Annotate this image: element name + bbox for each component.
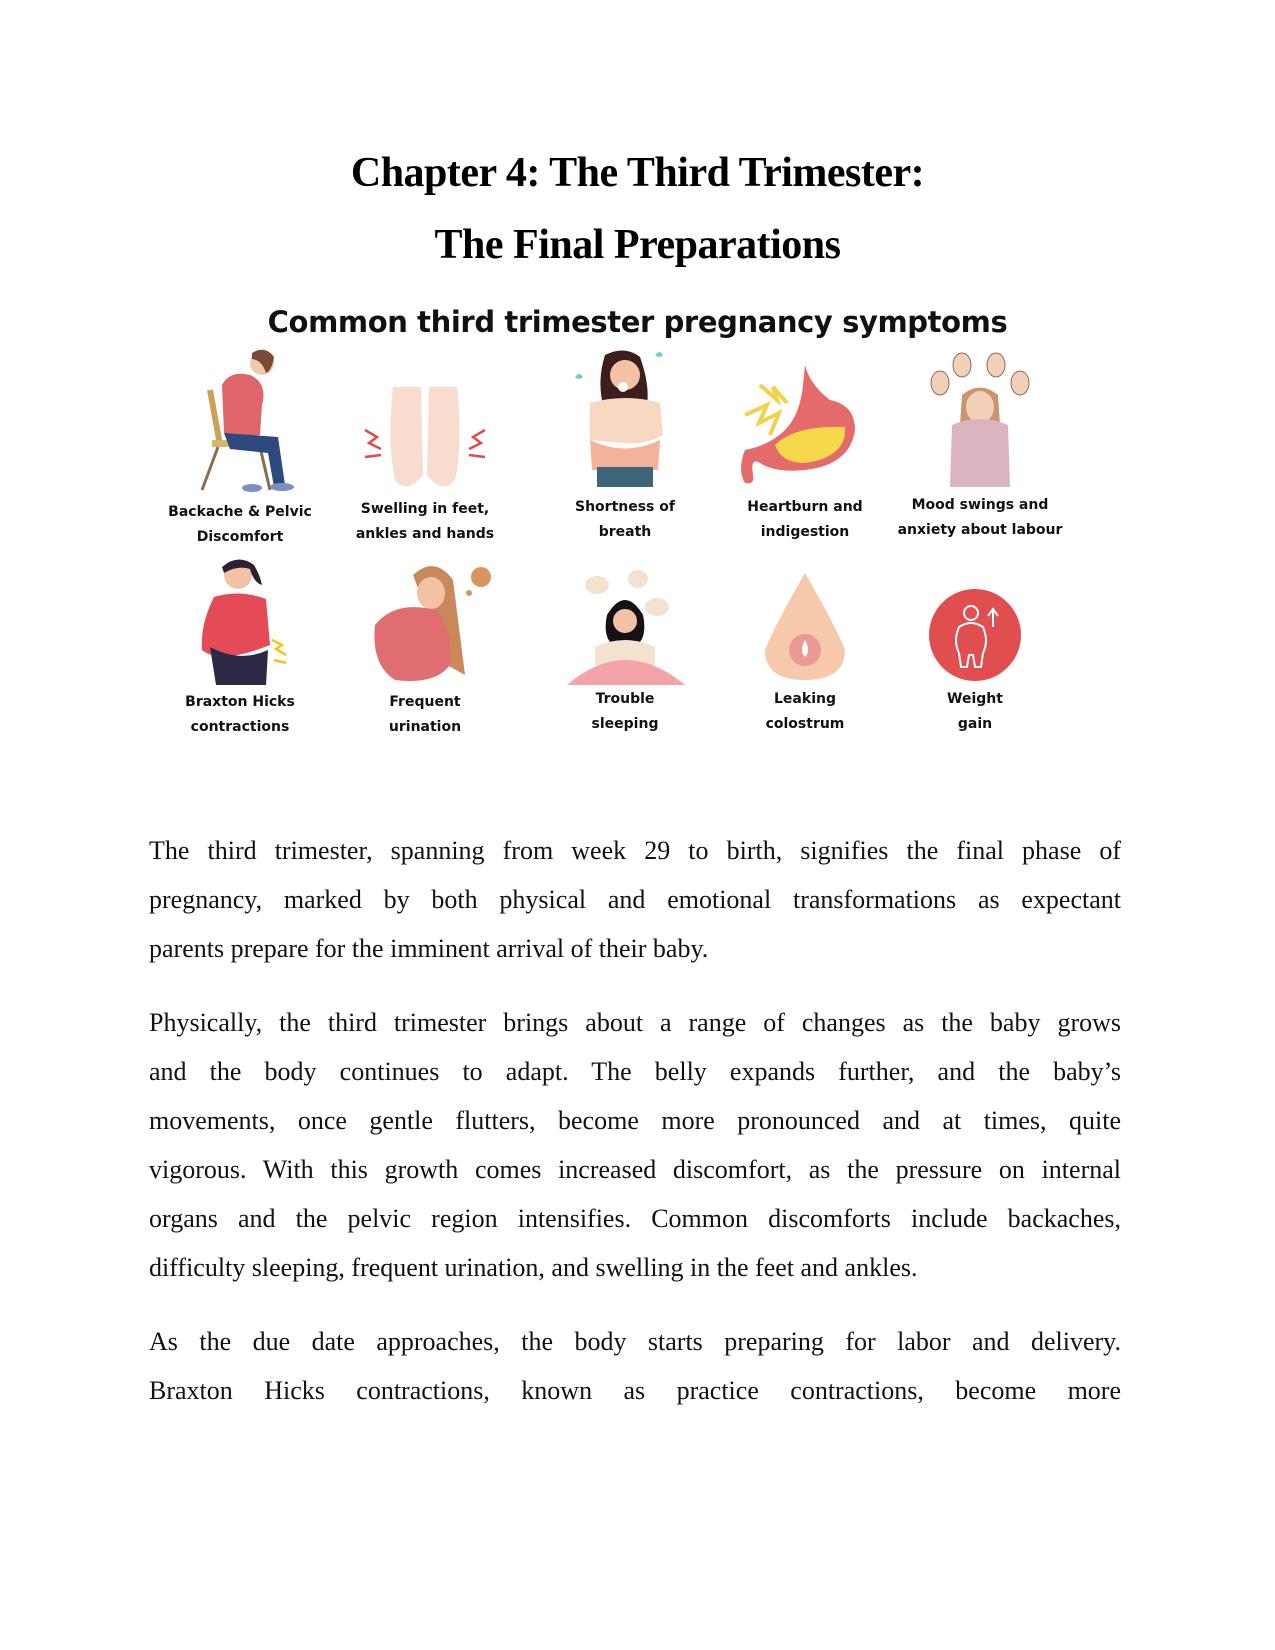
symptom-label: Frequent — [389, 694, 461, 710]
symptom-label: Discomfort — [196, 529, 284, 545]
paragraph-line: parents prepare for the imminent arrival of their baby. — [149, 934, 709, 963]
symptom-label: Heartburn and — [747, 499, 863, 515]
symptom-label: anxiety about labour — [897, 522, 1063, 538]
heartburn-stomach-icon — [715, 345, 895, 495]
paragraph-line: difficulty sleeping, frequent urination, and swelling in the feet and ankles. — [149, 1253, 918, 1282]
paragraph-line: pregnancy, marked by both physical and emotional transformations as expectant — [149, 885, 1121, 914]
paragraph-line: vigorous. With this growth comes increased discomfort, as the pressure on internal — [149, 1155, 1121, 1184]
weight-gain-icon — [885, 555, 1065, 705]
symptom-label: Leaking — [774, 691, 836, 707]
symptom-label: Shortness of — [575, 499, 675, 515]
chapter-title-line-1: Chapter 4: The Third Trimester: — [350, 150, 925, 196]
braxton-hicks-icon — [150, 555, 330, 705]
symptom-label: breath — [598, 524, 652, 540]
paragraph-line: Braxton Hicks contractions, known as practice contractions, become more — [149, 1376, 1121, 1405]
symptom-label: Trouble — [595, 691, 655, 707]
mood-swings-icon — [890, 345, 1070, 495]
symptom-label: Weight — [947, 691, 1003, 707]
symptom-label: Mood swings and — [911, 497, 1049, 513]
symptom-label: gain — [957, 716, 993, 732]
infographic-title: Common third trimester pregnancy symptoms — [267, 305, 1008, 339]
paragraph-line: and the body continues to adapt. The belly expands further, and the baby’s — [149, 1057, 1121, 1086]
paragraph-line: organs and the pelvic region intensifies. Common discomforts include backaches, — [149, 1204, 1121, 1233]
symptom-label: Swelling in feet, — [360, 501, 490, 517]
paragraph-line: The third trimester, spanning from week 29 to birth, signifies the final phase of — [149, 836, 1121, 865]
leaking-colostrum-icon — [715, 555, 895, 705]
paragraph-line: movements, once gentle flutters, become more pronounced and at times, quite — [149, 1106, 1121, 1135]
symptom-label: Backache & Pelvic — [168, 504, 312, 520]
paragraph-line: As the due date approaches, the body starts preparing for labor and delivery. — [149, 1327, 1121, 1356]
symptom-label: indigestion — [760, 524, 850, 540]
backache-icon — [150, 345, 330, 495]
paragraph-line: Physically, the third trimester brings about a range of changes as the baby grows — [149, 1008, 1121, 1037]
symptom-label: urination — [388, 719, 462, 735]
symptom-label: ankles and hands — [355, 526, 495, 542]
symptom-label: contractions — [190, 719, 290, 735]
symptom-label: sleeping — [591, 716, 659, 732]
frequent-urination-icon — [335, 555, 515, 705]
swollen-feet-icon — [335, 345, 515, 495]
chapter-title-line-2: The Final Preparations — [434, 222, 841, 268]
shortness-of-breath-icon — [535, 345, 715, 495]
symptom-label: Braxton Hicks — [185, 694, 295, 710]
trouble-sleeping-icon — [535, 555, 715, 705]
symptom-label: colostrum — [765, 716, 845, 732]
